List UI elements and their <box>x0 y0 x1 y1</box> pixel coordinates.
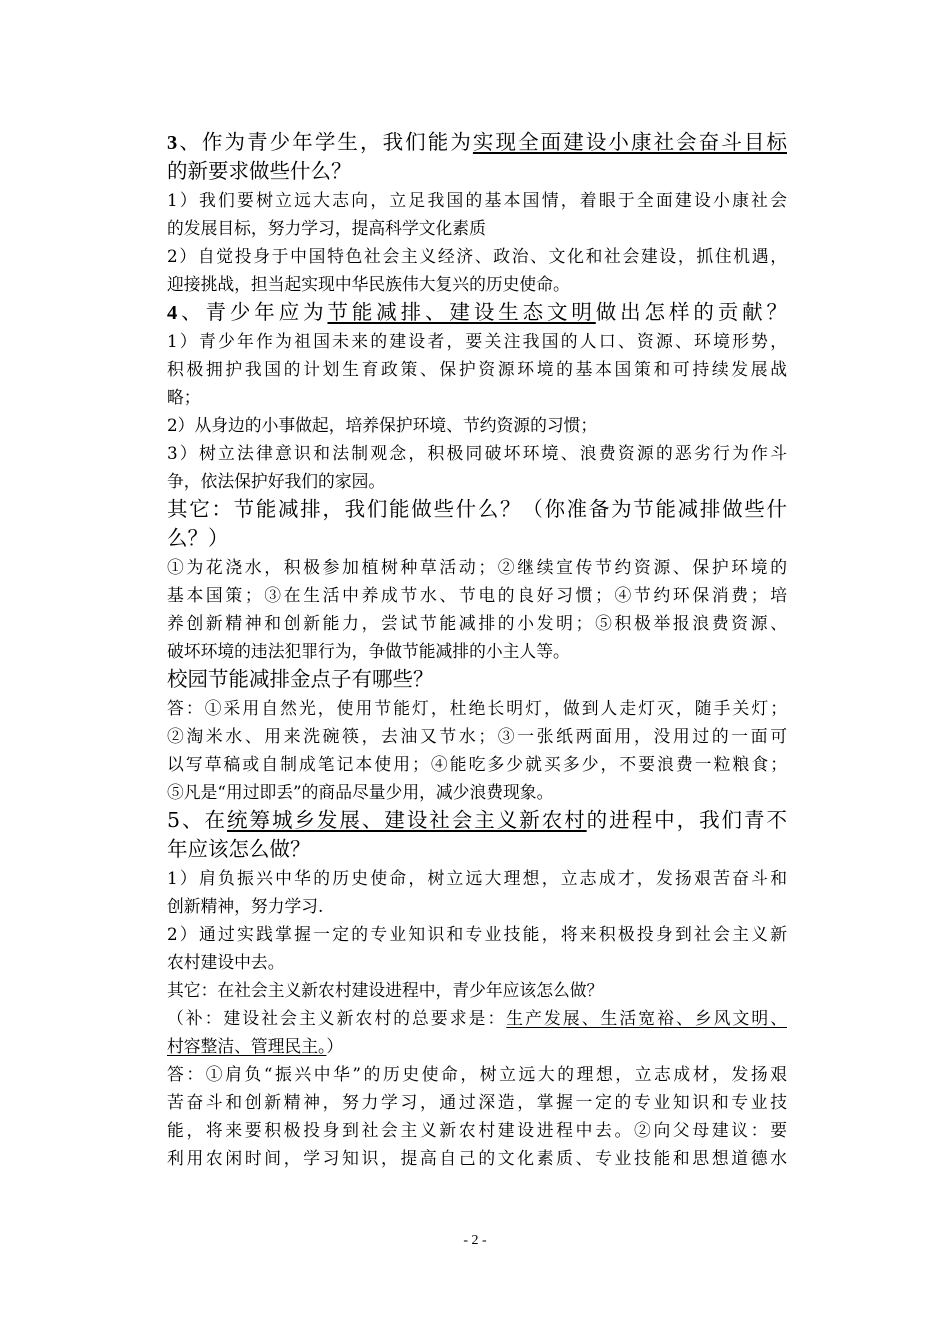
q4-number: 4 <box>167 302 178 324</box>
q3-answer2-line1: 2）自觉投身于中国特色社会主义经济、政治、文化和社会建设，抓住机遇， <box>167 246 787 266</box>
other1-line3: 养创新精神和创新能力，尝试节能减排的小发明；⑤积极举报浪费资源、 <box>167 613 787 633</box>
q4-answer3-line2: 争，依法保护好我们的家园。 <box>167 471 386 491</box>
q5-answer1-line2: 创新精神，努力学习. <box>167 896 324 916</box>
campus-line4: ⑤凡是“用过即丢”的商品尽量少用，减少浪费现象。 <box>167 782 554 802</box>
q3-answer1-line1: 1）我们要树立远大志向，立足我国的基本国情，着眼于全面建设小康社会 <box>167 190 787 210</box>
q5-underlined-topic: 统筹城乡发展、建设社会主义新农村 <box>226 808 587 832</box>
other2-answer-line1: 答：①肩负“振兴中华”的历史使命，树立远大的理想，立志成材，发扬艰 <box>167 1064 787 1084</box>
document-body <box>167 128 787 1172</box>
q4-answer1-line2: 积极拥护我国的计划生育政策、保护资源环境的基本国策和可持续发展战 <box>167 359 787 379</box>
campus-line3: 以写草稿或自制成笔记本使用；④能吃多少就买多少，不要浪费一粒粮食； <box>167 754 787 774</box>
other2-supplement-line1: （补：建设社会主义新农村的总要求是：生产发展、生活宽裕、乡风文明、 <box>167 1008 787 1028</box>
other2-underlined-requirements: 生产发展、生活宽裕、乡风文明、 <box>506 1008 787 1028</box>
q4-heading: 4、青少年应为节能减排、建设生态文明做出怎样的贡献？ <box>167 300 787 324</box>
page-number: - 2 - <box>463 1233 487 1248</box>
q4-underlined-topic: 节能减排、建设生态文明 <box>327 300 596 324</box>
q3-answer1-line2: 的发展目标，努力学习，提高科学文化素质 <box>167 218 486 238</box>
q3-heading-line1: 3、作为青少年学生，我们能为实现全面建设小康社会奋斗目标 <box>167 130 787 154</box>
other2-answer-line3: 能，将来要积极投身到社会主义新农村建设进程中去。②向父母建议：要 <box>167 1120 787 1140</box>
q5-heading-line2: 年应该怎么做？ <box>167 837 311 861</box>
other1-line4: 破坏环境的违法犯罪行为，争做节能减排的小主人等。 <box>167 641 570 661</box>
q4-answer1-line3: 略； <box>167 387 201 407</box>
q4-answer2: 2）从身边的小事做起，培养保护环境、节约资源的习惯； <box>167 415 598 435</box>
campus-line2: ②淘米水、用来洗碗筷，去油又节水；③一张纸两面用，没用过的一面可 <box>167 726 787 746</box>
q3-number: 3 <box>167 132 178 154</box>
other2-heading: 其它：在社会主义新农村建设进程中，青少年应该怎么做？ <box>167 980 604 1000</box>
q5-answer2-line1: 2）通过实践掌握一定的专业知识和专业技能，将来积极投身到社会主义新 <box>167 924 787 944</box>
other2-underlined-requirements-cont: 村容整洁、管理民主。 <box>167 1036 327 1056</box>
other2-answer-line4: 利用农闲时间，学习知识，提高自己的文化素质、专业技能和思想道德水 <box>167 1148 787 1168</box>
q5-heading-line1: 5、在统筹城乡发展、建设社会主义新农村的进程中，我们青不 <box>167 808 787 832</box>
q4-answer3-line1: 3）树立法律意识和法制观念，积极同破坏环境、浪费资源的恶劣行为作斗 <box>167 443 787 463</box>
q5-answer2-line2: 农村建设中去。 <box>167 952 285 972</box>
other2-answer-line2: 苦奋斗和创新精神，努力学习，通过深造，掌握一定的专业知识和专业技 <box>167 1092 787 1112</box>
q5-answer1-line1: 1）肩负振兴中华的历史使命，树立远大理想，立志成才，发扬艰苦奋斗和 <box>167 868 787 888</box>
q4-answer1-line1: 1）青少年作为祖国未来的建设者，要关注我国的人口、资源、环境形势， <box>167 331 787 351</box>
other1-heading-line1: 其它：节能减排，我们能做些什么？（你准备为节能减排做些什 <box>167 497 787 521</box>
q3-heading-line2: 的新要求做些什么？ <box>167 159 352 183</box>
q3-underlined-topic: 实现全面建设小康社会奋斗目标 <box>472 130 787 154</box>
other1-heading-line2: 么？） <box>167 526 229 550</box>
other1-line1: ①为花浇水，积极参加植树种草活动；②继续宣传节约资源、保护环境的 <box>167 557 787 577</box>
other1-line2: 基本国策；③在生活中养成节水、节电的良好习惯；④节约环保消费；培 <box>167 585 787 605</box>
other2-supplement-line2: 村容整洁、管理民主。） <box>167 1036 344 1056</box>
q3-answer2-line2: 迎接挑战，担当起实现中华民族伟大复兴的历史使命。 <box>167 274 570 294</box>
campus-heading: 校园节能减排金点子有哪些？ <box>167 667 434 691</box>
campus-line1: 答：①采用自然光，使用节能灯，杜绝长明灯，做到人走灯灭，随手关灯； <box>167 698 787 718</box>
